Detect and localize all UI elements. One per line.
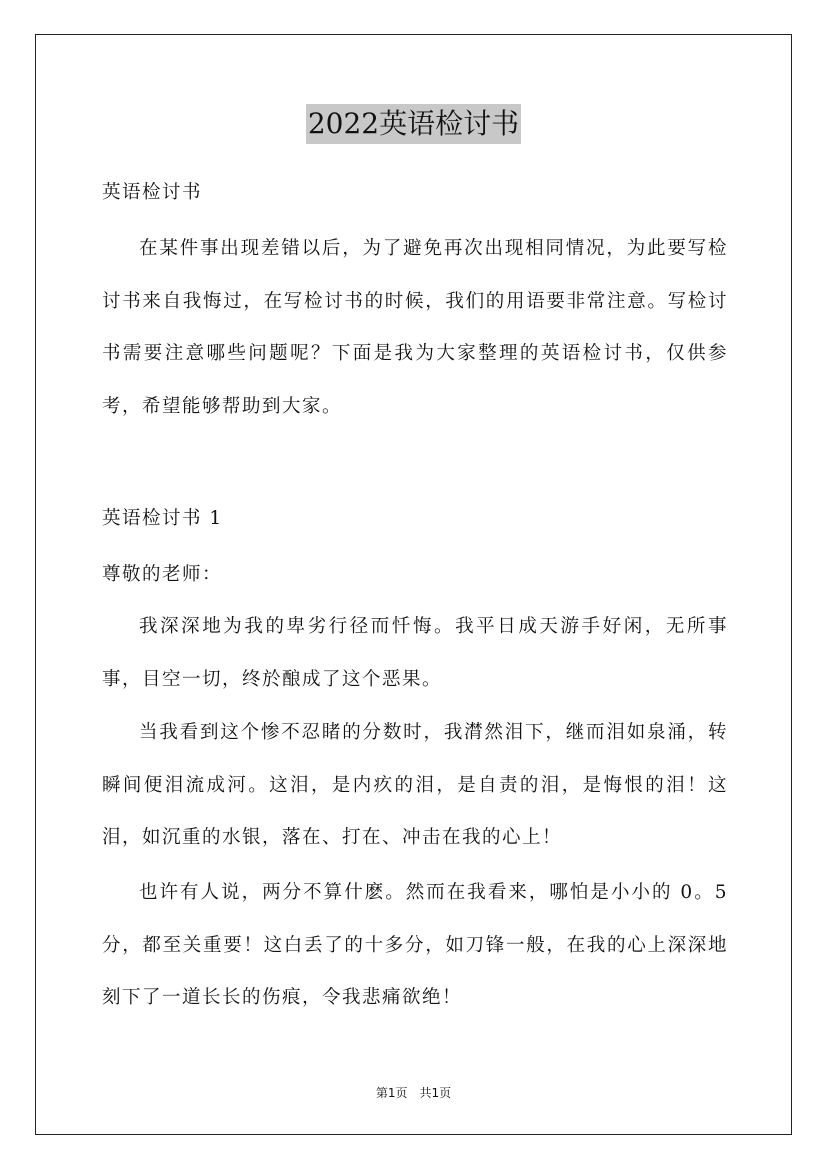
intro-paragraph: 在某件事出现差错以后，为了避免再次出现相同情况，为此要写检讨书来自我悔过，在写检讨书的时候，我们的用语要非常注意。写检讨书需要注意哪些问题呢？下面是我为大家整理的英语检讨书，仅供参考，希望能够帮助到大家。 (102, 238, 728, 417)
section-heading: 英语检讨书 1 (102, 508, 223, 529)
title-container (0, 104, 827, 144)
body-paragraph-2: 当我看到这个惨不忍睹的分数时，我潸然泪下，继而泪如泉涌，转瞬间便泪流成河。这泪，是内疚的泪，是自责的泪，是悔恨的泪！这泪，如沉重的水银，落在、打在、冲击在我的心上！ (102, 722, 728, 848)
body-paragraph-1: 我深深地为我的卑劣行径而忏悔。我平日成天游手好闲，无所事事，目空一切，终於酿成了这个恶果。 (102, 616, 728, 690)
salutation: 尊敬的老师： (102, 564, 223, 585)
intro-heading: 英语检讨书 (102, 182, 203, 203)
body-paragraph-3: 也许有人说，两分不算什麽。然而在我看来，哪怕是小小的 0。5 分，都至关重要！这白丢了的十多分，如刀锋一般，在我的心上深深地刻下了一道长长的伤痕，令我悲痛欲绝！ (102, 882, 728, 1008)
document-title: 2022英语检讨书 (306, 104, 521, 144)
page-footer: 第1页 共1页 (375, 1086, 452, 1100)
